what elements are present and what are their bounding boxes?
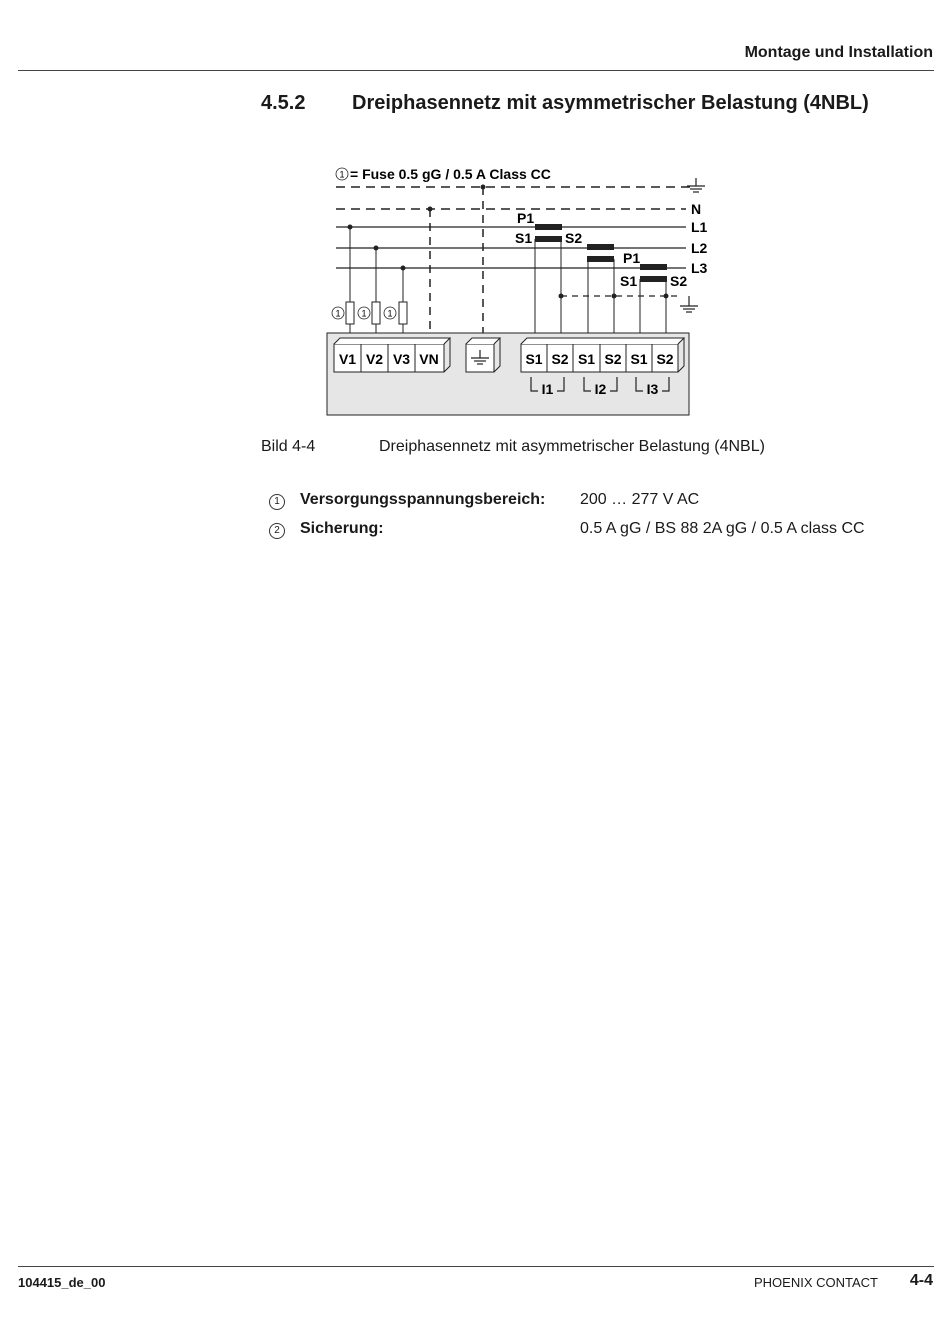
footer-company: PHOENIX CONTACT bbox=[754, 1275, 878, 1290]
terminal-s1-i2: S1 bbox=[577, 351, 596, 367]
terminal-s2-i1: S2 bbox=[551, 351, 569, 367]
ct1-core-icon bbox=[535, 224, 562, 230]
ct-secondary-wires bbox=[535, 239, 666, 344]
line-label-l1: L1 bbox=[691, 219, 708, 235]
ground-icon bbox=[687, 178, 705, 192]
current-group-i3: I3 bbox=[646, 381, 659, 397]
fuse-icon bbox=[372, 302, 380, 324]
header-title: Montage und Installation bbox=[744, 44, 933, 61]
section-title: Dreiphasennetz mit asymmetrischer Belastung (4NBL) bbox=[352, 92, 869, 114]
legend-value-fuse: 0.5 A gG / BS 88 2A gG / 0.5 A class CC bbox=[580, 520, 865, 537]
terminal-v1: V1 bbox=[338, 351, 357, 367]
legend-key-fuse: Sicherung: bbox=[300, 520, 384, 537]
page-number: 4-4 bbox=[909, 1272, 933, 1289]
fuse-marker: 1 bbox=[387, 308, 393, 319]
legend-marker: 1 bbox=[269, 494, 285, 510]
fuse-note-marker: 1 bbox=[339, 169, 345, 180]
terminal-vn: VN bbox=[419, 351, 439, 367]
terminal-s2-i2: S2 bbox=[604, 351, 622, 367]
ct2-core-icon bbox=[587, 244, 614, 250]
line-label-l3: L3 bbox=[691, 260, 708, 276]
line-label-l2: L2 bbox=[691, 240, 708, 256]
current-group-i2: I2 bbox=[594, 381, 607, 397]
ground-icon bbox=[680, 296, 698, 312]
figure-label: Bild 4-4 bbox=[261, 438, 316, 455]
ct1-p-label: P1 bbox=[517, 210, 535, 226]
footer-divider bbox=[18, 1266, 934, 1267]
terminal-v2: V2 bbox=[365, 351, 384, 367]
fuse-marker: 1 bbox=[361, 308, 367, 319]
fuse-note: = Fuse 0.5 gG / 0.5 A Class CC bbox=[350, 166, 551, 182]
terminal-v3: V3 bbox=[392, 351, 411, 367]
section-number: 4.5.2 bbox=[261, 92, 306, 114]
terminal-s1-i3: S1 bbox=[630, 351, 648, 367]
line-label-n: N bbox=[691, 201, 702, 217]
ct1-s2-label: S2 bbox=[565, 230, 583, 246]
ct2-secondary-icon bbox=[587, 256, 614, 262]
wiring-diagram bbox=[320, 160, 710, 422]
footer-doc-id: 104415_de_00 bbox=[18, 1275, 106, 1290]
header-divider bbox=[18, 70, 934, 71]
fuse-marker: 1 bbox=[335, 308, 341, 319]
fuse-icon bbox=[399, 302, 407, 324]
terminal-s1-i1: S1 bbox=[525, 351, 543, 367]
ct3-p-label: P1 bbox=[623, 250, 641, 266]
legend-marker: 2 bbox=[269, 523, 285, 539]
terminal-s2-i3: S2 bbox=[656, 351, 674, 367]
ct3-s1-label: S1 bbox=[620, 273, 638, 289]
current-group-i1: I1 bbox=[541, 381, 554, 397]
ct3-core-icon bbox=[640, 264, 667, 270]
ct3-s2-label: S2 bbox=[670, 273, 688, 289]
ct1-s1-label: S1 bbox=[515, 230, 533, 246]
ct1-secondary-icon bbox=[535, 236, 562, 242]
legend-value-supply-range: 200 … 277 V AC bbox=[580, 491, 700, 508]
fuse-icon bbox=[346, 302, 354, 324]
legend-key-supply-range: Versorgungsspannungsbereich: bbox=[300, 491, 546, 508]
ct3-secondary-icon bbox=[640, 276, 667, 282]
figure-caption: Dreiphasennetz mit asymmetrischer Belastung (4NBL) bbox=[379, 438, 765, 455]
